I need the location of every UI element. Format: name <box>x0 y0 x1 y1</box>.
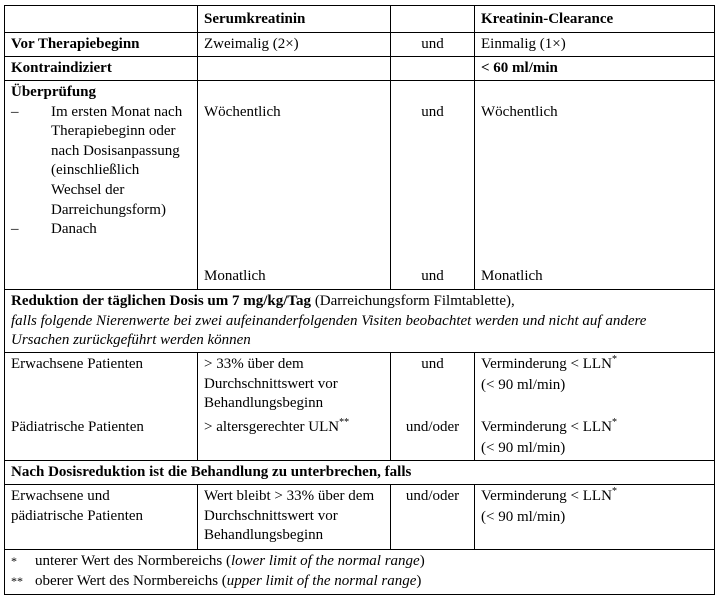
footnotes-row <box>5 550 715 595</box>
footnotes-cell <box>5 550 715 595</box>
footnote-2 <box>11 572 708 592</box>
unterbrechung-conj: und/oder <box>391 485 475 550</box>
footnote-2-italic: upper limit of the normal range <box>226 572 417 589</box>
ueberpruefung-item-2-clearance: Monatlich <box>481 268 543 285</box>
ueberpruefung-item-1-text: Im ersten Monat nach Therapiebeginn oder nach Dosisanpassung (einschließlich Wechsel der Darreichungsform) <box>51 103 183 218</box>
ped-serum <box>204 418 349 439</box>
reduktion-conj-cell <box>391 353 475 461</box>
ueberpruefung-item-1 <box>11 103 191 221</box>
ueberpruefung-item-1-clearance: Wöchentlich <box>481 103 558 120</box>
footnote-2-end: ) <box>416 572 422 589</box>
adult-clearance <box>481 355 708 376</box>
unterbrechung-clearance-cell <box>475 485 715 550</box>
reduktion-heading-cell <box>5 290 715 353</box>
kontraindiziert-conj <box>391 57 475 81</box>
header-kreatinin-clearance: Kreatinin-Clearance <box>475 6 715 33</box>
ueberpruefung-item-2-serum: Monatlich <box>204 268 266 285</box>
footnote-2-text: oberer Wert des Normbereichs ( <box>35 572 227 589</box>
ped-clearance-text: Verminderung < LLN <box>481 419 612 435</box>
reduktion-labels-cell <box>5 353 198 461</box>
reduktion-serum-cell <box>198 353 391 461</box>
ueberpruefung-item-1-serum: Wöchentlich <box>204 103 281 120</box>
footnote-1-text: unterer Wert des Normbereichs ( <box>35 553 231 569</box>
kontraindiziert-label: Kontraindiziert <box>5 57 198 81</box>
unterbrechung-clearance-sup: * <box>611 486 617 497</box>
ueberpruefung-item-2 <box>11 220 191 240</box>
vor-therapiebeginn-label: Vor Therapiebeginn <box>5 33 198 57</box>
kontraindiziert-serum <box>198 57 391 81</box>
kontraindiziert-row <box>5 57 715 81</box>
ueberpruefung-serum-cell <box>198 81 391 290</box>
kontraindiziert-clearance: < 60 ml/min <box>475 57 715 81</box>
unterbrechung-serum: Wert bleibt > 33% über dem Durchschnittswert vor Behandlungsbeginn <box>198 485 391 550</box>
unterbrechung-clearance-text: Verminderung < LLN <box>481 488 612 504</box>
unterbrechung-clearance-range: (< 90 ml/min) <box>481 508 566 525</box>
header-serumkreatinin: Serumkreatinin <box>198 6 391 33</box>
ped-clearance-sup: * <box>611 417 617 428</box>
ped-serum-sup: ** <box>339 417 350 428</box>
ueberpruefung-item-2-text: Danach <box>51 221 97 238</box>
unterbrechung-heading-row <box>5 461 715 485</box>
ueberpruefung-label: Überprüfung <box>11 84 97 100</box>
adult-clearance-sup: * <box>611 354 617 365</box>
reduktion-heading-row <box>5 290 715 353</box>
reduktion-clearance-cell <box>475 353 715 461</box>
ped-label: Pädiatrische Patienten <box>11 419 144 435</box>
dash-marker: – <box>11 221 19 238</box>
ueberpruefung-conj-cell <box>391 81 475 290</box>
footnote-2-body <box>35 572 708 592</box>
ueberpruefung-row <box>5 81 715 290</box>
header-row <box>5 6 715 33</box>
ped-clearance-range: (< 90 ml/min) <box>481 439 566 456</box>
ueberpruefung-clearance-cell <box>475 81 715 290</box>
dash-marker: – <box>11 103 19 120</box>
header-col1 <box>5 6 198 33</box>
ped-serum-text: > altersgerechter ULN <box>204 419 340 435</box>
header-col3 <box>391 6 475 33</box>
unterbrechung-values-row <box>5 485 715 550</box>
ped-conj: und/oder <box>405 419 460 435</box>
unterbrechung-label: Erwachsene und pädiatrische Patienten <box>5 485 198 550</box>
vor-therapiebeginn-row <box>5 33 715 57</box>
reduktion-heading-normal: (Darreichungsform Filmtablette), <box>311 293 515 309</box>
adult-clearance-text: Verminderung < LLN <box>481 356 612 372</box>
vor-therapiebeginn-conj: und <box>391 33 475 57</box>
reduktion-heading-bold: Reduktion der täglichen Dosis um 7 mg/kg/Tag <box>11 293 312 309</box>
adult-label: Erwachsene Patienten <box>11 356 144 372</box>
reduktion-values-row <box>5 353 715 461</box>
footnote-1-body <box>35 552 708 572</box>
ueberpruefung-item-2-conj: und <box>421 268 444 285</box>
ueberpruefung-cell <box>5 81 198 290</box>
footnote-1-italic: lower limit of the normal range <box>230 553 420 569</box>
unterbrechung-heading: Nach Dosisreduktion ist die Behandlung zu unterbrechen, falls <box>5 461 715 485</box>
ueberpruefung-item-1-conj: und <box>421 103 444 120</box>
footnote-2-mark: ** <box>11 573 23 588</box>
footnote-1-mark: * <box>11 554 17 568</box>
adult-clearance-range: (< 90 ml/min) <box>481 376 566 393</box>
monitoring-table <box>4 5 715 595</box>
vor-therapiebeginn-serum: Zweimalig (2×) <box>198 33 391 57</box>
ped-clearance <box>481 418 617 458</box>
adult-serum: > 33% über dem Durchschnittswert vor Behandlungsbeginn <box>204 356 338 412</box>
footnote-1 <box>11 552 708 572</box>
adult-conj: und <box>421 356 444 372</box>
reduktion-heading-italic: falls folgende Nierenwerte bei zwei aufeinanderfolgenden Visiten beobachtet werden und nicht auf andere Ursachen zurückgeführt werden können <box>11 312 647 349</box>
vor-therapiebeginn-clearance: Einmalig (1×) <box>475 33 715 57</box>
footnote-1-end: ) <box>419 553 425 569</box>
